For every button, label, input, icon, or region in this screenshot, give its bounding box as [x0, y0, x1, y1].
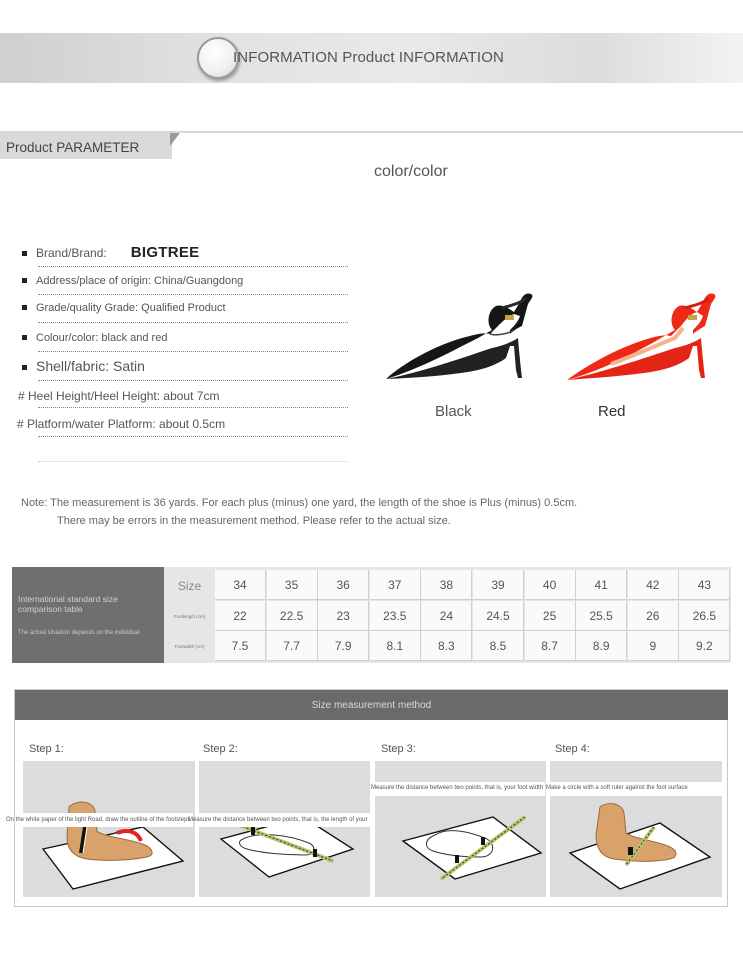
spec-platform	[17, 417, 225, 431]
step-2-label: Step 2:	[203, 743, 238, 755]
foot-width-cell: 9	[628, 631, 679, 661]
step-2-image	[199, 761, 370, 897]
divider	[38, 407, 348, 408]
divider	[38, 351, 348, 352]
foot-width-cell: 7.9	[318, 631, 369, 661]
bullet-icon	[22, 365, 27, 370]
step-1-image	[23, 761, 195, 897]
spec-colour	[22, 332, 167, 344]
bullet-icon	[22, 251, 27, 256]
row-label-length: Footlength (cm)	[173, 613, 206, 619]
foot-width-cell: 7.5	[215, 631, 266, 661]
foot-width-cell: 7.7	[267, 631, 318, 661]
foot-width-cell: 8.5	[473, 631, 524, 661]
foot-length-cell: 23	[318, 601, 369, 631]
foot-length-illustration	[199, 761, 370, 897]
size-cell: 36	[318, 570, 369, 600]
spec-grade	[22, 302, 226, 314]
size-cell: 35	[267, 570, 318, 600]
step-2-caption: Measure the distance between two points, that is, the length of your	[188, 817, 368, 823]
parameter-title: Product PARAMETER	[6, 140, 140, 155]
size-cell: 38	[421, 570, 472, 600]
row-label-size: Size	[177, 578, 202, 593]
divider	[38, 322, 348, 323]
table-header-text: International standard size comparison table	[18, 594, 118, 614]
info-title: INFORMATION Product INFORMATION	[233, 49, 504, 66]
black-shoe-image	[382, 286, 536, 386]
bullet-icon	[22, 305, 27, 310]
foot-outline-illustration	[23, 761, 195, 897]
step-3-label: Step 3:	[381, 743, 416, 755]
step-3-caption: Measure the distance between two points, that is, your foot width	[371, 785, 544, 791]
foot-length-cell: 24	[421, 601, 472, 631]
foot-width-cell: 9.2	[679, 631, 730, 661]
spec-text: Colour/color: black and red	[36, 332, 168, 344]
step-1-label: Step 1:	[29, 743, 64, 755]
foot-width-cell: 8.7	[525, 631, 576, 661]
brand-label: Brand/Brand:	[36, 246, 107, 260]
size-cell: 40	[525, 570, 576, 600]
size-cell: 41	[576, 570, 627, 600]
step-4-label: Step 4:	[555, 743, 590, 755]
divider	[38, 380, 348, 381]
shoe-label-red: Red	[598, 403, 626, 420]
foot-length-cell: 26	[628, 601, 679, 631]
shoe-label-black: Black	[435, 403, 472, 420]
spec-text: Address/place of origin: China/Guangdong	[36, 275, 244, 287]
step-4-caption: Make a circle with a soft ruler against the foot surface	[546, 785, 688, 791]
spec-fabric	[22, 358, 145, 374]
foot-length-cell: 25.5	[576, 601, 627, 631]
brand-logo: BIGTREE	[130, 244, 200, 261]
note-line-2: There may be errors in the measurement method. Please refer to the actual size.	[57, 515, 451, 527]
foot-length-cell: 23.5	[370, 601, 421, 631]
divider	[38, 266, 348, 267]
table-header-subtext: The actual situation depends on the individual	[18, 630, 140, 636]
foot-width-cell: 8.3	[421, 631, 472, 661]
size-cell: 37	[370, 570, 421, 600]
measurement-panel	[6, 689, 728, 907]
spec-heel	[18, 389, 219, 403]
spec-text: Grade/quality Grade: Qualified Product	[36, 302, 226, 314]
size-cell: 42	[628, 570, 679, 600]
spec-address	[22, 275, 243, 287]
row-label-width: Footwidth (cm)	[174, 643, 205, 649]
foot-length-cell: 22	[215, 601, 266, 631]
measurement-title: Size measurement method	[311, 700, 432, 711]
note-line-1: Note: The measurement is 36 yards. For each plus (minus) one yard, the length of the shoe is Plus (minus) 0.5cm.	[21, 497, 578, 509]
foot-length-cell: 25	[525, 601, 576, 631]
size-comparison-table	[12, 567, 731, 663]
table-header-block	[12, 567, 164, 663]
divider	[38, 436, 348, 437]
red-shoe-image	[563, 286, 718, 386]
size-cell: 43	[679, 570, 730, 600]
size-cell: 34	[215, 570, 266, 600]
foot-length-cell: 24.5	[473, 601, 524, 631]
spec-text: # Platform/water Platform: about 0.5cm	[17, 417, 226, 431]
foot-length-cell: 22.5	[267, 601, 318, 631]
divider	[38, 294, 348, 295]
bullet-icon	[22, 278, 27, 283]
bullet-icon	[22, 335, 27, 340]
size-cell: 39	[473, 570, 524, 600]
foot-length-cell: 26.5	[679, 601, 730, 631]
divider	[38, 461, 348, 462]
color-heading: color/color	[374, 163, 448, 180]
foot-width-cell: 8.9	[576, 631, 627, 661]
spec-text: # Heel Height/Heel Height: about 7cm	[18, 389, 220, 403]
spec-brand	[22, 244, 200, 261]
foot-width-cell: 8.1	[370, 631, 421, 661]
tab-corner-icon	[170, 133, 180, 146]
step-1-caption: On the white paper of the light Road, draw the outline of the footsteps	[6, 817, 191, 823]
spec-text: Shell/fabric: Satin	[36, 358, 145, 374]
